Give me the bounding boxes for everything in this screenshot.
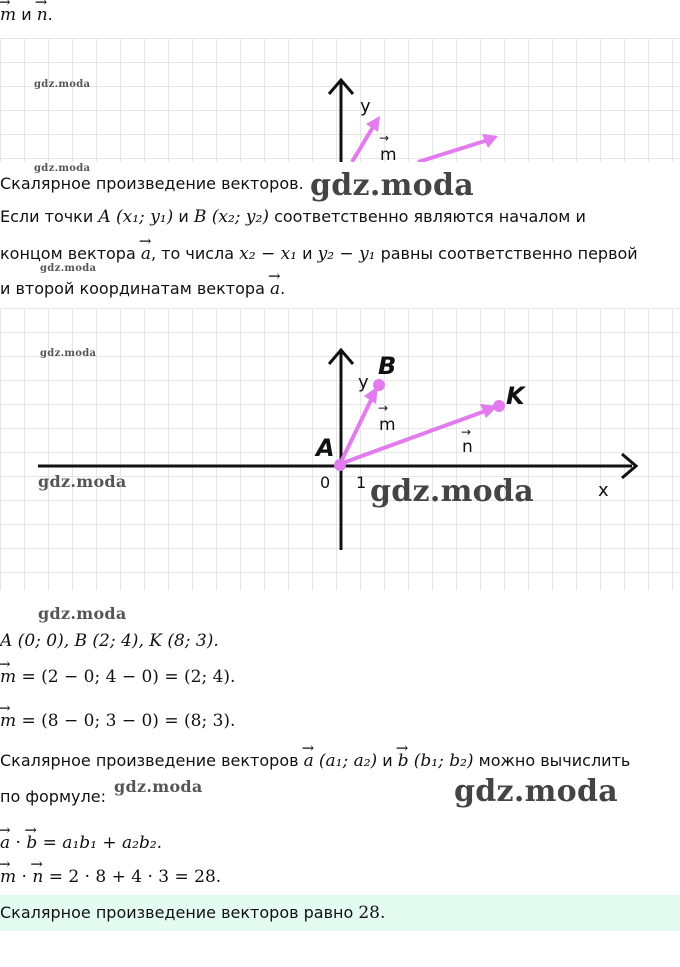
dot-product-formula: → a · → b = a₁b₁ + a₂b₂. bbox=[0, 832, 162, 854]
vector-m-calc: → m = (2 − 0; 4 − 0) = (2; 4). bbox=[0, 666, 235, 688]
vector-n: → n bbox=[37, 4, 48, 26]
watermark: gdz.moda bbox=[40, 348, 97, 359]
vector-a: → a bbox=[270, 278, 280, 300]
graph2-n-label: n bbox=[462, 437, 473, 457]
y-axis-label: y bbox=[358, 372, 369, 393]
para1-line2: концом вектора → a, то числа x₂ − x₁ и y₂ − y₁ равны соответственно первой bbox=[0, 243, 638, 265]
answer-box bbox=[0, 895, 680, 931]
expr-x: x₂ − x₁ bbox=[239, 244, 297, 264]
watermark: gdz.moda bbox=[454, 774, 619, 809]
vector-a: → a bbox=[304, 750, 314, 772]
points-coords: A (0; 0), B (2; 4), K (8; 3). bbox=[0, 631, 219, 651]
para1-line3: и второй координатам вектора → a. bbox=[0, 278, 285, 300]
watermark: gdz.moda bbox=[114, 777, 203, 796]
point-A-coords: A (x₁; y₁) bbox=[98, 207, 174, 227]
watermark: gdz.moda bbox=[38, 472, 127, 491]
watermark: gdz.moda bbox=[38, 604, 127, 623]
para1-line1: Если точки A (x₁; y₁) и B (x₂; y₂) соответственно являются началом и bbox=[0, 207, 586, 227]
dot-product-calc: → m · → n = 2 · 8 + 4 · 3 = 28. bbox=[0, 866, 221, 888]
point-B-coords: B (x₂; y₂) bbox=[193, 207, 269, 227]
vector-a: → a bbox=[141, 243, 151, 265]
para2-line1: Скалярное произведение векторов → a (a₁; a₂) и → b (b₁; b₂) можно вычислить bbox=[0, 750, 630, 772]
graph2-n-arrow: → bbox=[461, 425, 472, 439]
answer-value: 28. bbox=[358, 903, 386, 923]
point-B-label: B bbox=[378, 352, 397, 380]
graph-2 bbox=[0, 308, 680, 590]
graph2-m-label: m bbox=[379, 415, 396, 435]
watermark: gdz.moda bbox=[370, 474, 535, 509]
point-A-label: A bbox=[316, 434, 335, 462]
expr-y: y₂ − y₁ bbox=[317, 244, 376, 264]
graph2-m-arrow: → bbox=[378, 401, 389, 415]
watermark: gdz.moda bbox=[34, 79, 91, 90]
watermark: gdz.moda bbox=[40, 263, 97, 274]
vector-m: → m bbox=[0, 4, 16, 26]
point-K-dot bbox=[493, 400, 505, 412]
unit-label: 1 bbox=[356, 473, 367, 492]
point-A-dot bbox=[334, 459, 346, 471]
watermark: gdz.moda bbox=[34, 163, 91, 174]
para2-line2: по формуле: bbox=[0, 787, 106, 806]
top-line-text: и bbox=[21, 5, 37, 24]
section-heading: Скалярное произведение векторов. bbox=[0, 174, 304, 193]
graph-1-svg bbox=[0, 38, 680, 162]
graph1-m-arrow: → bbox=[379, 131, 390, 145]
answer-text: Скалярное произведение векторов равно 28. bbox=[0, 903, 386, 923]
point-B-dot bbox=[373, 379, 385, 391]
graph-1 bbox=[0, 38, 680, 162]
vector-n-line bbox=[418, 140, 488, 162]
top-line: → m и → n. bbox=[0, 4, 53, 26]
graph1-y-label: y bbox=[360, 96, 371, 117]
graph1-m-label: m bbox=[380, 145, 397, 162]
x-axis-label: x bbox=[598, 480, 609, 501]
graph-2-svg bbox=[0, 308, 680, 590]
vector-b: → b bbox=[398, 750, 409, 772]
watermark: gdz.moda bbox=[310, 168, 475, 203]
vector-n-calc: → m = (8 − 0; 3 − 0) = (8; 3). bbox=[0, 710, 235, 732]
point-K-label: K bbox=[506, 382, 525, 410]
origin-label: 0 bbox=[320, 473, 331, 492]
